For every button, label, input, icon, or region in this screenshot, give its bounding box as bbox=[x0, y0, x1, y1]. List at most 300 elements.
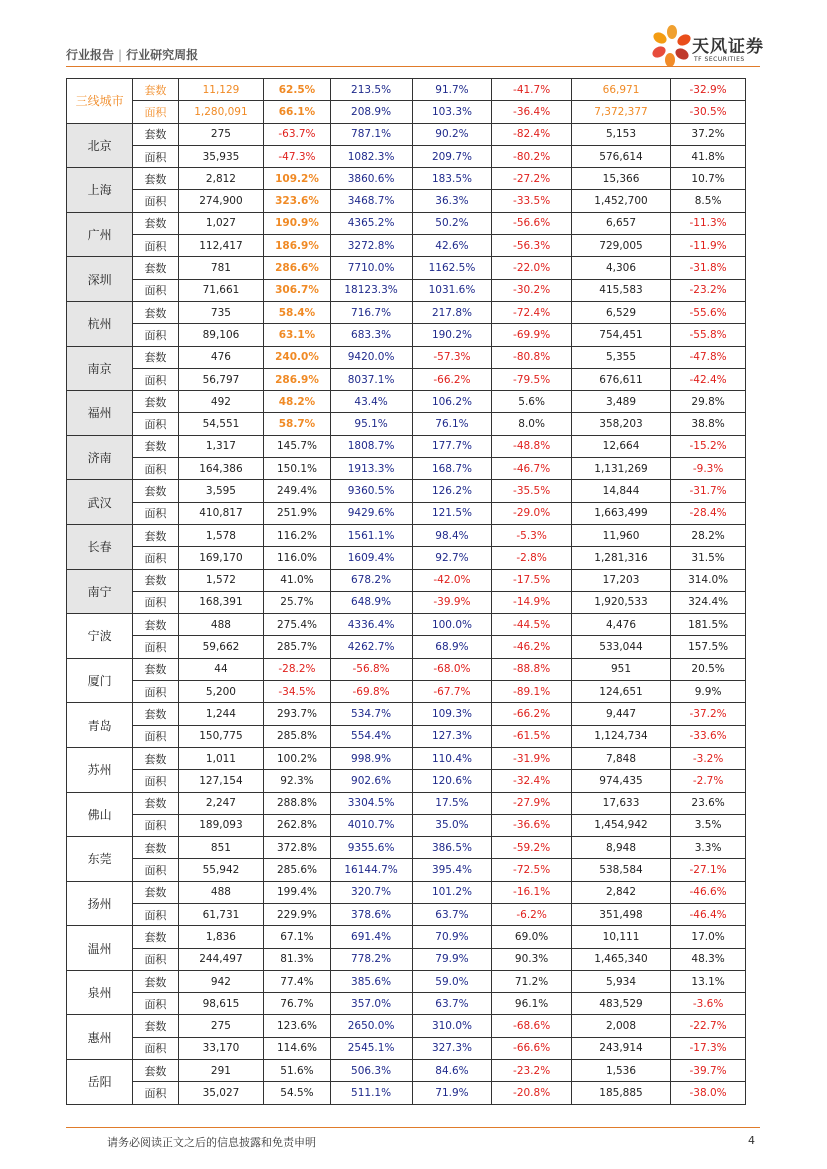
value-cell: -32.4% bbox=[492, 770, 571, 792]
value-cell: 533,044 bbox=[571, 636, 670, 658]
table-row bbox=[67, 145, 746, 167]
logo-flower-icon bbox=[650, 24, 694, 72]
value-cell: 3468.7% bbox=[330, 190, 412, 212]
value-cell: 1,572 bbox=[178, 569, 264, 591]
table-row bbox=[67, 792, 746, 814]
value-cell: 150.1% bbox=[264, 458, 330, 480]
table-row bbox=[67, 948, 746, 970]
value-cell: 285.7% bbox=[264, 636, 330, 658]
footer-disclaimer: 请务必阅读正文之后的信息披露和免责申明 bbox=[107, 1136, 316, 1149]
value-cell: -37.2% bbox=[671, 703, 746, 725]
metric-label-cell: 套数 bbox=[133, 435, 178, 457]
value-cell: 116.2% bbox=[264, 524, 330, 546]
report-type: 行业报告 bbox=[66, 48, 115, 62]
value-cell: -41.7% bbox=[492, 79, 571, 101]
value-cell: -47.8% bbox=[671, 346, 746, 368]
value-cell: -56.8% bbox=[330, 658, 412, 680]
table-row bbox=[67, 993, 746, 1015]
value-cell: 1,536 bbox=[571, 1060, 670, 1082]
value-cell: 61,731 bbox=[178, 903, 264, 925]
value-cell: 112,417 bbox=[178, 235, 264, 257]
value-cell: 358,203 bbox=[571, 413, 670, 435]
value-cell: -27.9% bbox=[492, 792, 571, 814]
value-cell: -2.8% bbox=[492, 547, 571, 569]
value-cell: 1,027 bbox=[178, 212, 264, 234]
table-row bbox=[67, 837, 746, 859]
city-name-cell: 南京 bbox=[67, 346, 133, 391]
table-row bbox=[67, 1082, 746, 1104]
value-cell: -27.2% bbox=[492, 168, 571, 190]
value-cell: 3,595 bbox=[178, 480, 264, 502]
value-cell: 58.4% bbox=[264, 301, 330, 323]
value-cell: -36.4% bbox=[492, 101, 571, 123]
value-cell: 54.5% bbox=[264, 1082, 330, 1104]
table-row bbox=[67, 324, 746, 346]
value-cell: 41.8% bbox=[671, 145, 746, 167]
value-cell: 372.8% bbox=[264, 837, 330, 859]
value-cell: 1031.6% bbox=[412, 279, 492, 301]
value-cell: -68.6% bbox=[492, 1015, 571, 1037]
value-cell: 11,960 bbox=[571, 524, 670, 546]
value-cell: 240.0% bbox=[264, 346, 330, 368]
value-cell: -66.2% bbox=[412, 368, 492, 390]
value-cell: 7,848 bbox=[571, 747, 670, 769]
table-row bbox=[67, 591, 746, 613]
value-cell: 84.6% bbox=[412, 1060, 492, 1082]
value-cell: -39.7% bbox=[671, 1060, 746, 1082]
value-cell: 285.6% bbox=[264, 859, 330, 881]
value-cell: 4,476 bbox=[571, 614, 670, 636]
value-cell: 41.0% bbox=[264, 569, 330, 591]
value-cell: 70.9% bbox=[412, 926, 492, 948]
value-cell: 9429.6% bbox=[330, 502, 412, 524]
table-row bbox=[67, 279, 746, 301]
value-cell: 13.1% bbox=[671, 970, 746, 992]
value-cell: 778.2% bbox=[330, 948, 412, 970]
value-cell: 9.9% bbox=[671, 681, 746, 703]
value-cell: 164,386 bbox=[178, 458, 264, 480]
value-cell: -79.5% bbox=[492, 368, 571, 390]
value-cell: 327.3% bbox=[412, 1037, 492, 1059]
city-name-cell: 三线城市 bbox=[67, 79, 133, 124]
value-cell: 51.6% bbox=[264, 1060, 330, 1082]
value-cell: 35,027 bbox=[178, 1082, 264, 1104]
value-cell: 100.0% bbox=[412, 614, 492, 636]
value-cell: -23.2% bbox=[671, 279, 746, 301]
value-cell: 63.7% bbox=[412, 993, 492, 1015]
value-cell: 71.2% bbox=[492, 970, 571, 992]
value-cell: -42.4% bbox=[671, 368, 746, 390]
value-cell: 145.7% bbox=[264, 435, 330, 457]
table-row bbox=[67, 926, 746, 948]
value-cell: -56.3% bbox=[492, 235, 571, 257]
value-cell: -72.5% bbox=[492, 859, 571, 881]
footer-divider bbox=[66, 1127, 760, 1128]
value-cell: 76.1% bbox=[412, 413, 492, 435]
value-cell: 274,900 bbox=[178, 190, 264, 212]
value-cell: 1561.1% bbox=[330, 524, 412, 546]
value-cell: 3304.5% bbox=[330, 792, 412, 814]
value-cell: 48.2% bbox=[264, 391, 330, 413]
table-row bbox=[67, 1037, 746, 1059]
value-cell: 62.5% bbox=[264, 79, 330, 101]
city-name-cell: 东莞 bbox=[67, 837, 133, 882]
table-row bbox=[67, 703, 746, 725]
tf-securities-logo bbox=[650, 24, 770, 72]
value-cell: 3272.8% bbox=[330, 235, 412, 257]
value-cell: 189,093 bbox=[178, 814, 264, 836]
value-cell: -32.9% bbox=[671, 79, 746, 101]
metric-label-cell: 面积 bbox=[133, 458, 178, 480]
value-cell: 324.4% bbox=[671, 591, 746, 613]
value-cell: 11,129 bbox=[178, 79, 264, 101]
value-cell: 4010.7% bbox=[330, 814, 412, 836]
value-cell: 1,663,499 bbox=[571, 502, 670, 524]
value-cell: -59.2% bbox=[492, 837, 571, 859]
value-cell: 157.5% bbox=[671, 636, 746, 658]
value-cell: -2.7% bbox=[671, 770, 746, 792]
value-cell: -69.8% bbox=[330, 681, 412, 703]
value-cell: 5,200 bbox=[178, 681, 264, 703]
value-cell: 127,154 bbox=[178, 770, 264, 792]
city-name-cell: 扬州 bbox=[67, 881, 133, 926]
table-row bbox=[67, 903, 746, 925]
value-cell: 185,885 bbox=[571, 1082, 670, 1104]
city-name-cell: 青岛 bbox=[67, 703, 133, 748]
value-cell: 306.7% bbox=[264, 279, 330, 301]
metric-label-cell: 套数 bbox=[133, 703, 178, 725]
metric-label-cell: 套数 bbox=[133, 391, 178, 413]
table-row bbox=[67, 502, 746, 524]
value-cell: 262.8% bbox=[264, 814, 330, 836]
value-cell: 29.8% bbox=[671, 391, 746, 413]
value-cell: 275 bbox=[178, 123, 264, 145]
table-row bbox=[67, 101, 746, 123]
table-row bbox=[67, 547, 746, 569]
value-cell: 691.4% bbox=[330, 926, 412, 948]
value-cell: 33,170 bbox=[178, 1037, 264, 1059]
value-cell: 208.9% bbox=[330, 101, 412, 123]
value-cell: 58.7% bbox=[264, 413, 330, 435]
report-subtype: 行业研究周报 bbox=[126, 48, 199, 62]
value-cell: 7,372,377 bbox=[571, 101, 670, 123]
value-cell: -28.4% bbox=[671, 502, 746, 524]
table-row bbox=[67, 480, 746, 502]
value-cell: -31.9% bbox=[492, 747, 571, 769]
value-cell: 100.2% bbox=[264, 747, 330, 769]
value-cell: 554.4% bbox=[330, 725, 412, 747]
metric-label-cell: 套数 bbox=[133, 346, 178, 368]
value-cell: 63.1% bbox=[264, 324, 330, 346]
value-cell: 71.9% bbox=[412, 1082, 492, 1104]
value-cell: 1,920,533 bbox=[571, 591, 670, 613]
value-cell: 42.6% bbox=[412, 235, 492, 257]
value-cell: -47.3% bbox=[264, 145, 330, 167]
value-cell: 378.6% bbox=[330, 903, 412, 925]
value-cell: -68.0% bbox=[412, 658, 492, 680]
value-cell: 92.7% bbox=[412, 547, 492, 569]
value-cell: 17.0% bbox=[671, 926, 746, 948]
metric-label-cell: 面积 bbox=[133, 1082, 178, 1104]
table-row bbox=[67, 636, 746, 658]
value-cell: 386.5% bbox=[412, 837, 492, 859]
metric-label-cell: 面积 bbox=[133, 368, 178, 390]
metric-label-cell: 套数 bbox=[133, 614, 178, 636]
value-cell: 998.9% bbox=[330, 747, 412, 769]
value-cell: 1,465,340 bbox=[571, 948, 670, 970]
value-cell: 114.6% bbox=[264, 1037, 330, 1059]
value-cell: 12,664 bbox=[571, 435, 670, 457]
value-cell: 735 bbox=[178, 301, 264, 323]
table-row bbox=[67, 725, 746, 747]
value-cell: 96.1% bbox=[492, 993, 571, 1015]
metric-label-cell: 套数 bbox=[133, 79, 178, 101]
city-name-cell: 厦门 bbox=[67, 658, 133, 703]
value-cell: 14,844 bbox=[571, 480, 670, 502]
value-cell: 488 bbox=[178, 614, 264, 636]
table-row bbox=[67, 1015, 746, 1037]
value-cell: -88.8% bbox=[492, 658, 571, 680]
table-row bbox=[67, 814, 746, 836]
value-cell: 10,111 bbox=[571, 926, 670, 948]
value-cell: 150,775 bbox=[178, 725, 264, 747]
value-cell: 6,657 bbox=[571, 212, 670, 234]
value-cell: 2650.0% bbox=[330, 1015, 412, 1037]
value-cell: 2,008 bbox=[571, 1015, 670, 1037]
value-cell: 2,842 bbox=[571, 881, 670, 903]
value-cell: 186.9% bbox=[264, 235, 330, 257]
city-name-cell: 温州 bbox=[67, 926, 133, 971]
value-cell: -11.9% bbox=[671, 235, 746, 257]
value-cell: 109.3% bbox=[412, 703, 492, 725]
value-cell: -35.5% bbox=[492, 480, 571, 502]
value-cell: 98.4% bbox=[412, 524, 492, 546]
city-name-cell: 岳阳 bbox=[67, 1060, 133, 1105]
value-cell: 1,244 bbox=[178, 703, 264, 725]
value-cell: -38.0% bbox=[671, 1082, 746, 1104]
value-cell: 56,797 bbox=[178, 368, 264, 390]
metric-label-cell: 面积 bbox=[133, 903, 178, 925]
value-cell: 17,203 bbox=[571, 569, 670, 591]
metric-label-cell: 套数 bbox=[133, 747, 178, 769]
value-cell: 476 bbox=[178, 346, 264, 368]
table-row bbox=[67, 346, 746, 368]
value-cell: 98,615 bbox=[178, 993, 264, 1015]
metric-label-cell: 面积 bbox=[133, 725, 178, 747]
value-cell: 534.7% bbox=[330, 703, 412, 725]
value-cell: 285.8% bbox=[264, 725, 330, 747]
value-cell: 323.6% bbox=[264, 190, 330, 212]
value-cell: 81.3% bbox=[264, 948, 330, 970]
value-cell: 288.8% bbox=[264, 792, 330, 814]
city-name-cell: 泉州 bbox=[67, 970, 133, 1015]
value-cell: 5.6% bbox=[492, 391, 571, 413]
value-cell: -89.1% bbox=[492, 681, 571, 703]
value-cell: 1913.3% bbox=[330, 458, 412, 480]
table-row bbox=[67, 435, 746, 457]
value-cell: -46.2% bbox=[492, 636, 571, 658]
value-cell: 1,131,269 bbox=[571, 458, 670, 480]
value-cell: 678.2% bbox=[330, 569, 412, 591]
value-cell: -80.8% bbox=[492, 346, 571, 368]
value-cell: 716.7% bbox=[330, 301, 412, 323]
value-cell: 357.0% bbox=[330, 993, 412, 1015]
table-row bbox=[67, 301, 746, 323]
metric-label-cell: 套数 bbox=[133, 926, 178, 948]
city-name-cell: 广州 bbox=[67, 212, 133, 257]
value-cell: 1,578 bbox=[178, 524, 264, 546]
table-row bbox=[67, 770, 746, 792]
table-row bbox=[67, 614, 746, 636]
value-cell: 291 bbox=[178, 1060, 264, 1082]
value-cell: -9.3% bbox=[671, 458, 746, 480]
city-name-cell: 深圳 bbox=[67, 257, 133, 302]
value-cell: 66.1% bbox=[264, 101, 330, 123]
city-name-cell: 长春 bbox=[67, 524, 133, 569]
value-cell: 3.3% bbox=[671, 837, 746, 859]
metric-label-cell: 面积 bbox=[133, 859, 178, 881]
metric-label-cell: 面积 bbox=[133, 591, 178, 613]
value-cell: -33.6% bbox=[671, 725, 746, 747]
value-cell: 1,836 bbox=[178, 926, 264, 948]
value-cell: 124,651 bbox=[571, 681, 670, 703]
metric-label-cell: 面积 bbox=[133, 190, 178, 212]
value-cell: 190.9% bbox=[264, 212, 330, 234]
value-cell: 116.0% bbox=[264, 547, 330, 569]
value-cell: -17.3% bbox=[671, 1037, 746, 1059]
value-cell: -55.6% bbox=[671, 301, 746, 323]
value-cell: 168,391 bbox=[178, 591, 264, 613]
value-cell: 676,611 bbox=[571, 368, 670, 390]
value-cell: 209.7% bbox=[412, 145, 492, 167]
value-cell: 63.7% bbox=[412, 903, 492, 925]
value-cell: 851 bbox=[178, 837, 264, 859]
metric-label-cell: 面积 bbox=[133, 413, 178, 435]
value-cell: 68.9% bbox=[412, 636, 492, 658]
value-cell: 36.3% bbox=[412, 190, 492, 212]
value-cell: 183.5% bbox=[412, 168, 492, 190]
value-cell: -30.2% bbox=[492, 279, 571, 301]
value-cell: -31.8% bbox=[671, 257, 746, 279]
value-cell: 15,366 bbox=[571, 168, 670, 190]
metric-label-cell: 套数 bbox=[133, 569, 178, 591]
value-cell: 942 bbox=[178, 970, 264, 992]
city-name-cell: 上海 bbox=[67, 168, 133, 213]
city-name-cell: 佛山 bbox=[67, 792, 133, 837]
value-cell: 3,489 bbox=[571, 391, 670, 413]
table-row bbox=[67, 1060, 746, 1082]
value-cell: -69.9% bbox=[492, 324, 571, 346]
value-cell: -28.2% bbox=[264, 658, 330, 680]
value-cell: 395.4% bbox=[412, 859, 492, 881]
value-cell: 106.2% bbox=[412, 391, 492, 413]
metric-label-cell: 套数 bbox=[133, 837, 178, 859]
value-cell: 4262.7% bbox=[330, 636, 412, 658]
metric-label-cell: 面积 bbox=[133, 502, 178, 524]
value-cell: -27.1% bbox=[671, 859, 746, 881]
value-cell: 8.0% bbox=[492, 413, 571, 435]
value-cell: -46.4% bbox=[671, 903, 746, 925]
value-cell: -30.5% bbox=[671, 101, 746, 123]
value-cell: 974,435 bbox=[571, 770, 670, 792]
value-cell: 293.7% bbox=[264, 703, 330, 725]
logo-brand-name-en: TF SECURITIES bbox=[694, 56, 745, 63]
value-cell: 38.8% bbox=[671, 413, 746, 435]
value-cell: -22.0% bbox=[492, 257, 571, 279]
value-cell: -36.6% bbox=[492, 814, 571, 836]
value-cell: -46.7% bbox=[492, 458, 571, 480]
value-cell: 1609.4% bbox=[330, 547, 412, 569]
value-cell: 43.4% bbox=[330, 391, 412, 413]
table-body bbox=[67, 79, 746, 1105]
table-row bbox=[67, 212, 746, 234]
value-cell: 23.6% bbox=[671, 792, 746, 814]
value-cell: 251.9% bbox=[264, 502, 330, 524]
value-cell: -14.9% bbox=[492, 591, 571, 613]
value-cell: 8037.1% bbox=[330, 368, 412, 390]
value-cell: 199.4% bbox=[264, 881, 330, 903]
value-cell: 2,247 bbox=[178, 792, 264, 814]
value-cell: 50.2% bbox=[412, 212, 492, 234]
table-row bbox=[67, 413, 746, 435]
metric-label-cell: 面积 bbox=[133, 681, 178, 703]
city-name-cell: 济南 bbox=[67, 435, 133, 480]
value-cell: 92.3% bbox=[264, 770, 330, 792]
value-cell: -80.2% bbox=[492, 145, 571, 167]
value-cell: 8,948 bbox=[571, 837, 670, 859]
value-cell: 243,914 bbox=[571, 1037, 670, 1059]
table-row bbox=[67, 79, 746, 101]
value-cell: -6.2% bbox=[492, 903, 571, 925]
value-cell: 902.6% bbox=[330, 770, 412, 792]
metric-label-cell: 面积 bbox=[133, 770, 178, 792]
value-cell: 8.5% bbox=[671, 190, 746, 212]
value-cell: -42.0% bbox=[412, 569, 492, 591]
value-cell: 1162.5% bbox=[412, 257, 492, 279]
value-cell: 177.7% bbox=[412, 435, 492, 457]
value-cell: 781 bbox=[178, 257, 264, 279]
table-row bbox=[67, 458, 746, 480]
value-cell: 415,583 bbox=[571, 279, 670, 301]
value-cell: 44 bbox=[178, 658, 264, 680]
value-cell: 310.0% bbox=[412, 1015, 492, 1037]
value-cell: 2545.1% bbox=[330, 1037, 412, 1059]
value-cell: 17.5% bbox=[412, 792, 492, 814]
value-cell: -44.5% bbox=[492, 614, 571, 636]
value-cell: 109.2% bbox=[264, 168, 330, 190]
value-cell: 76.7% bbox=[264, 993, 330, 1015]
value-cell: -3.6% bbox=[671, 993, 746, 1015]
value-cell: -16.1% bbox=[492, 881, 571, 903]
value-cell: 4,306 bbox=[571, 257, 670, 279]
value-cell: 1,280,091 bbox=[178, 101, 264, 123]
value-cell: 5,355 bbox=[571, 346, 670, 368]
city-name-cell: 福州 bbox=[67, 391, 133, 436]
value-cell: 538,584 bbox=[571, 859, 670, 881]
header-separator: | bbox=[118, 48, 123, 62]
value-cell: -22.7% bbox=[671, 1015, 746, 1037]
value-cell: 488 bbox=[178, 881, 264, 903]
value-cell: 729,005 bbox=[571, 235, 670, 257]
value-cell: 213.5% bbox=[330, 79, 412, 101]
table-row bbox=[67, 681, 746, 703]
value-cell: 10.7% bbox=[671, 168, 746, 190]
value-cell: 127.3% bbox=[412, 725, 492, 747]
value-cell: 320.7% bbox=[330, 881, 412, 903]
table-row bbox=[67, 747, 746, 769]
city-name-cell: 苏州 bbox=[67, 747, 133, 792]
metric-label-cell: 套数 bbox=[133, 1060, 178, 1082]
